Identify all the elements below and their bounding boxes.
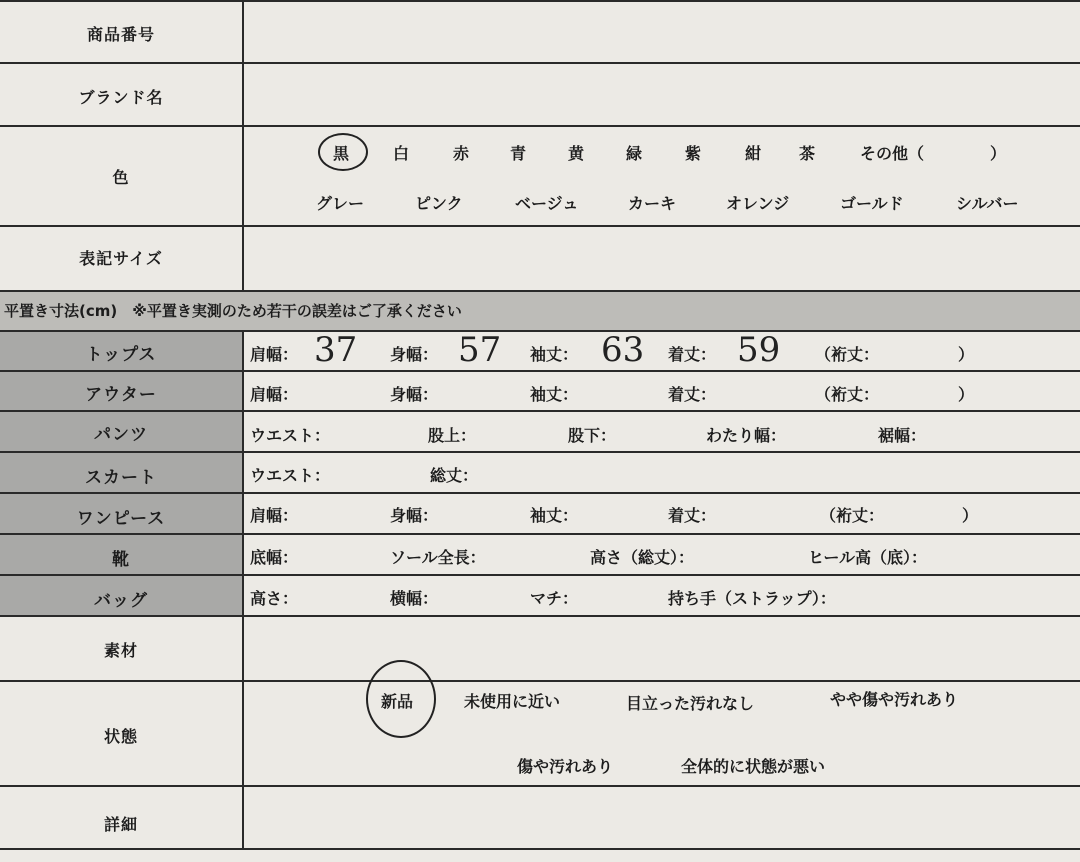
bag-width-label: 横幅：: [390, 589, 439, 608]
rule: [0, 0, 1080, 2]
color-option[interactable]: 茶: [799, 144, 816, 163]
rule: [0, 290, 1080, 292]
shoes-heel-label: ヒール高（底）：: [808, 548, 928, 567]
label-color: 色: [112, 168, 130, 187]
outer-yuki-close: ）: [958, 385, 975, 404]
rule: [0, 533, 1080, 535]
color-option[interactable]: グレー: [316, 194, 365, 213]
rule: [0, 451, 1080, 453]
pants-thigh-label: わたり幅：: [706, 426, 787, 445]
tops-yuki-close: ）: [958, 345, 975, 364]
color-option[interactable]: 黄: [568, 144, 585, 163]
column-divider: [242, 0, 244, 290]
onepiece-yuki-close: ）: [962, 506, 979, 525]
tops-body-value[interactable]: 57: [458, 330, 502, 370]
onepiece-length-label: 着丈：: [668, 506, 717, 525]
rule: [0, 125, 1080, 127]
row-label-outer: アウター: [85, 385, 157, 405]
rule: [0, 492, 1080, 494]
pants-waist-label: ウエスト：: [250, 426, 331, 445]
tops-length-value[interactable]: 59: [737, 330, 781, 370]
tops-length-label: 着丈：: [668, 345, 717, 364]
label-condition: 状態: [103, 727, 138, 746]
rule: [0, 848, 1080, 850]
bag-handle-label: 持ち手（ストラップ）：: [668, 589, 836, 608]
color-option[interactable]: 青: [510, 144, 527, 163]
rule: [0, 225, 1080, 227]
label-material: 素材: [103, 641, 138, 660]
onepiece-yuki-label: （裄丈：: [820, 506, 885, 525]
shoes-sole-width-label: 底幅：: [250, 548, 299, 567]
pants-rise-label: 股上：: [428, 426, 477, 445]
row-label-skirt: スカート: [85, 468, 157, 488]
skirt-length-label: 総丈：: [430, 466, 479, 485]
outer-length-label: 着丈：: [668, 385, 717, 404]
color-option[interactable]: オレンジ: [726, 194, 790, 213]
condition-option[interactable]: 目立った汚れなし: [626, 694, 755, 713]
row-label-tops: トップス: [85, 345, 157, 365]
pants-inseam-label: 股下：: [568, 426, 617, 445]
rule: [0, 615, 1080, 617]
color-option-other-close: ）: [990, 144, 1007, 163]
condition-option[interactable]: やや傷や汚れあり: [830, 690, 959, 709]
color-option[interactable]: 白: [393, 144, 410, 163]
row-label-bag: バッグ: [94, 591, 148, 611]
color-option[interactable]: ピンク: [415, 194, 463, 213]
rule: [0, 785, 1080, 787]
row-label-shoes: 靴: [112, 550, 130, 570]
tops-sleeve-value[interactable]: 63: [601, 330, 645, 370]
label-details: 詳細: [103, 815, 138, 834]
skirt-waist-label: ウエスト：: [250, 466, 331, 485]
tops-sleeve-label: 袖丈：: [530, 345, 579, 364]
outer-shoulder-label: 肩幅：: [250, 385, 299, 404]
bag-height-label: 高さ：: [250, 589, 299, 608]
outer-yuki-label: （裄丈：: [815, 385, 880, 404]
row-label-pants: パンツ: [94, 425, 148, 445]
color-option[interactable]: ゴールド: [840, 194, 904, 213]
rule: [0, 370, 1080, 372]
condition-option[interactable]: 傷や汚れあり: [517, 757, 614, 776]
color-option[interactable]: シルバー: [956, 194, 1019, 213]
outer-body-label: 身幅：: [390, 385, 439, 404]
column-divider: [242, 330, 244, 850]
rule: [0, 680, 1080, 682]
tops-shoulder-value[interactable]: 37: [314, 330, 358, 370]
onepiece-shoulder-label: 肩幅：: [250, 506, 299, 525]
color-option[interactable]: 緑: [626, 144, 643, 163]
tops-shoulder-label: 肩幅：: [250, 345, 299, 364]
condition-option[interactable]: 未使用に近い: [464, 692, 561, 711]
rule: [0, 62, 1080, 64]
pants-hem-label: 裾幅：: [878, 426, 927, 445]
bag-gusset-label: マチ：: [530, 589, 579, 608]
label-brand-name: ブランド名: [78, 88, 164, 107]
color-option[interactable]: カーキ: [628, 194, 677, 213]
label-product-number: 商品番号: [86, 25, 155, 44]
rule: [0, 574, 1080, 576]
shoes-sole-length-label: ソール全長：: [390, 548, 486, 567]
condition-option[interactable]: 新品: [381, 692, 414, 711]
label-size: 表記サイズ: [79, 249, 163, 268]
condition-option[interactable]: 全体的に状態が悪い: [681, 757, 826, 776]
color-option[interactable]: 黒: [333, 144, 350, 163]
rule: [0, 410, 1080, 412]
row-label-onepiece: ワンピース: [76, 509, 166, 529]
outer-sleeve-label: 袖丈：: [530, 385, 579, 404]
onepiece-body-label: 身幅：: [390, 506, 439, 525]
color-option[interactable]: 紺: [745, 144, 762, 163]
measurement-header: 平置き寸法(cm) ※平置き実測のため若干の誤差はご了承ください: [4, 302, 462, 320]
tops-yuki-label: （裄丈：: [815, 345, 880, 364]
color-option[interactable]: 紫: [685, 144, 702, 163]
color-option[interactable]: ベージュ: [515, 194, 579, 213]
tops-body-label: 身幅：: [390, 345, 439, 364]
color-option-other[interactable]: その他（: [860, 144, 925, 163]
shoes-height-label: 高さ（総丈）：: [590, 548, 695, 567]
rule: [0, 330, 1080, 332]
color-option[interactable]: 赤: [453, 144, 470, 163]
onepiece-sleeve-label: 袖丈：: [530, 506, 579, 525]
